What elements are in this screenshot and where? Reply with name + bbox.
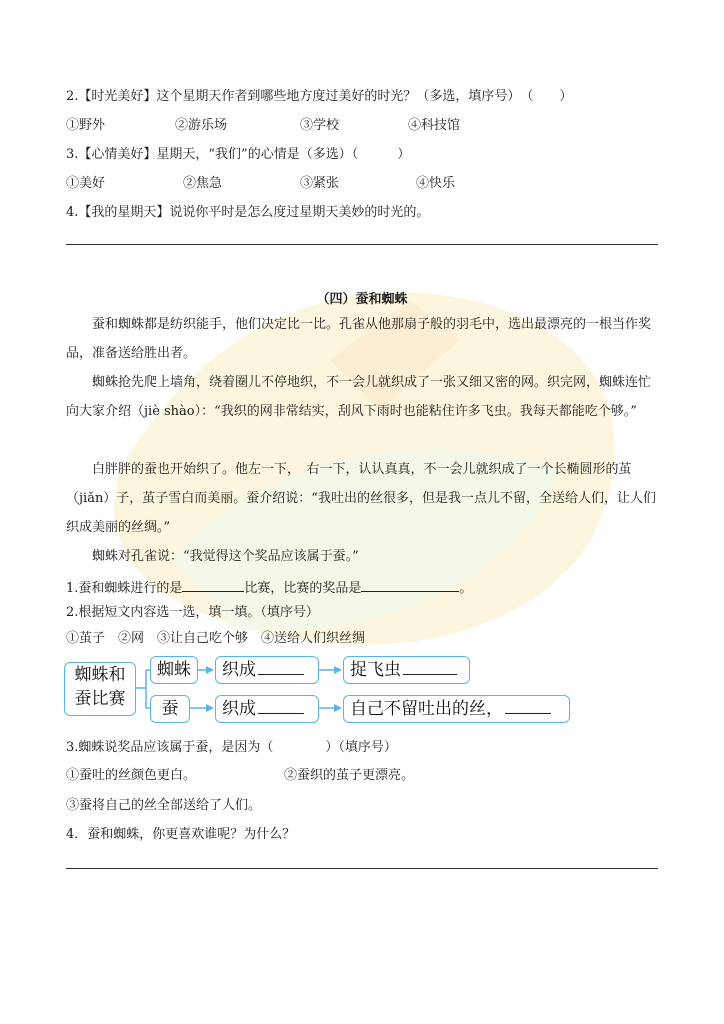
answer-line-2 [66,868,658,869]
question-2-option-1: ①野外 [66,118,106,133]
question-3-option-4: ④快乐 [416,176,456,191]
paragraph-1: 蚕和蜘蛛都是纺织能手，他们决定比一比。孔雀从他那扇子般的羽毛中，选出最漂亮的一根当作奖品，准备送给胜出者。 [66,317,652,361]
diagram-result-blank-1[interactable] [403,660,457,675]
question-2-top: 2.【时光美好】这个星期天作者到哪些地方度过美好的时光？（多选，填序号） （ ） [66,89,573,104]
paragraph-2: 蜘蛛抢先爬上墙角，绕着圈儿不停地织，不一会儿就织成了一张又细又密的网。织完网，蜘蛛连忙向大家介绍（jiè shào）：“我织的网非常结实，刮风下雨时也能粘住许多飞虫。我每天都能吃个够。” [66,375,652,419]
question-2-option-4: ④科技馆 [408,118,461,133]
question-2-options: ①茧子 ②网 ③让自己吃个够 ④送给人们织丝绸 [66,631,366,646]
question-1-part-a: 1.蚕和蜘蛛进行的是 [66,581,183,596]
diagram-result-label-2: 自己不留吐出的丝， [350,699,503,719]
question-3-option-1: ①蚕吐的丝颜色更白。 [66,768,197,783]
question-3-option-1: ①美好 [66,176,106,191]
question-2: 2.根据短文内容选一选，填一填。（填序号） [66,605,319,620]
question-3-top: 3.【心情美好】星期天，“我们”的心情是（多选）（ ） [66,147,411,162]
question-1-part-c: 。 [459,581,473,596]
question-3-option-2: ②蚕织的茧子更漂亮。 [284,768,415,783]
diagram-weave-label-2: 织成 [222,699,256,719]
question-2-option-3: ③学校 [300,118,340,133]
question-4-top: 4.【我的星期天】说说你平时是怎么度过星期天美妙的时光的。 [66,205,430,220]
diagram-root-box [64,662,136,716]
diagram-root-line-2: 蚕比赛 [74,689,126,709]
diagram-spider-box: 蜘蛛 [150,656,198,684]
question-3: 3.蜘蛛说奖品应该属于蚕，是因为（ ）（填序号） [66,740,397,755]
question-4: 4．蚕和蜘蛛，你更喜欢谁呢？为什么？ [66,827,296,842]
diagram-weave-box-1 [215,656,319,684]
question-3-option-3: ③紧张 [300,176,340,191]
question-1-part-b: 比赛，比赛的奖品是 [244,581,362,596]
paragraph-3: 白胖胖的蚕也开始织了。他左一下， 右一下，认认真真，不一会儿就织成了一个长椭圆形的茧（jiǎn）子，茧子雪白而美丽。蚕介绍说：“我吐出的丝很多，但是我一点儿不留，全送给人们，让人们织成美丽的丝绸。” [66,462,656,535]
question-3-option-3: ③蚕将自己的丝全部送给了人们。 [66,798,262,813]
diagram-result-blank-2[interactable] [505,699,551,714]
diagram-result-box-1 [343,656,470,684]
question-2-option-2: ②游乐场 [175,118,228,133]
diagram-result-label-1: 捉飞虫 [350,660,401,680]
diagram-silkworm-box: 蚕 [150,695,190,723]
question-3-option-2: ②焦急 [183,176,223,191]
diagram-result-box-2 [343,695,570,723]
diagram-weave-label-1: 织成 [222,660,256,680]
diagram-weave-blank-2[interactable] [258,699,304,714]
section-title: （四）蚕和蜘蛛 [316,292,408,307]
diagram-weave-box-2 [215,695,319,723]
diagram-weave-blank-1[interactable] [258,660,304,675]
paragraph-4: 蜘蛛对孔雀说：“我觉得这个奖品应该属于蚕。” [92,549,359,564]
diagram-root-line-1: 蜘蛛和 [74,665,126,685]
